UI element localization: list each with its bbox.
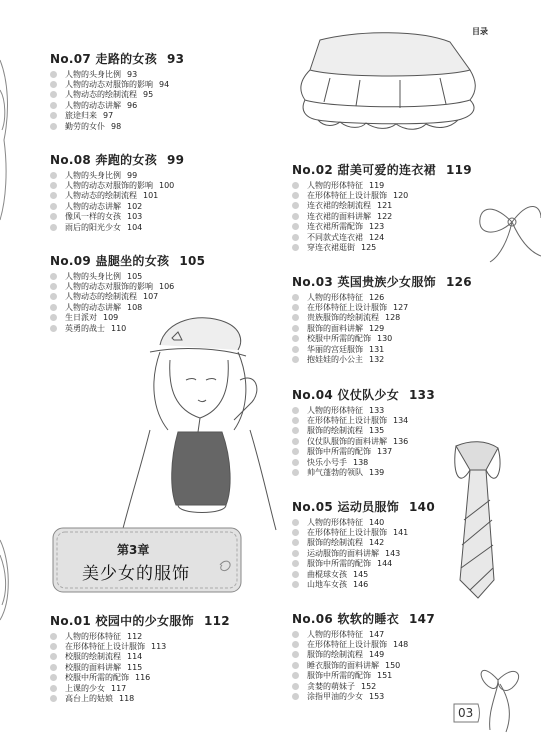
section-title: No.01 校园中的少女服饰 112 (50, 614, 230, 628)
bullet-icon (50, 314, 57, 321)
toc-entry (292, 579, 435, 589)
entry-page: 152 (361, 681, 377, 691)
entry-page: 122 (377, 211, 393, 221)
entry-page: 101 (143, 191, 159, 201)
entry-title: 人物动态的绘制流程 (65, 292, 137, 302)
bullet-icon (50, 293, 57, 300)
entry-page: 93 (127, 69, 138, 79)
entry-title: 服饰的绘制流程 (307, 426, 363, 436)
bullet-icon (292, 325, 299, 332)
bullet-icon (292, 519, 299, 526)
entry-title: 快乐小号手 (307, 457, 347, 467)
toc-entry (50, 170, 184, 180)
entry-page: 107 (143, 292, 159, 302)
bullet-icon (50, 213, 57, 220)
bullet-icon (292, 571, 299, 578)
entry-title: 在形体特征上设计服饰 (307, 416, 387, 426)
toc-entry (50, 111, 184, 121)
entry-page: 151 (377, 671, 393, 681)
toc-entry (292, 691, 435, 701)
bullet-icon (292, 693, 299, 700)
bullet-icon (50, 192, 57, 199)
entry-page: 147 (369, 629, 385, 639)
section-title: No.03 英国贵族少女服饰 126 (292, 275, 472, 289)
entry-title: 在形体特征上设计服饰 (307, 191, 387, 201)
toc-entry (292, 527, 435, 537)
toc-entry (292, 436, 435, 446)
entry-page: 133 (369, 405, 385, 415)
toc-entry (292, 559, 435, 569)
section-title: No.08 奔跑的女孩 99 (50, 153, 185, 167)
page-number: 03 (458, 706, 474, 720)
entry-page: 144 (377, 559, 393, 569)
toc-entry (50, 631, 230, 641)
toc-entry (50, 100, 184, 110)
bullet-icon (292, 244, 299, 251)
entry-title: 上课的少女 (65, 683, 105, 693)
toc-entry (50, 323, 205, 333)
entry-title: 人物的形体特征 (307, 517, 363, 527)
entry-page: 110 (111, 323, 127, 333)
toc-entry (50, 292, 205, 302)
toc-entry (50, 201, 184, 211)
bullet-icon (50, 81, 57, 88)
entry-title: 人物的动态对服饰的影响 (65, 181, 153, 191)
toc-entry (292, 323, 472, 333)
chapter-banner (52, 527, 242, 593)
entry-page: 106 (159, 282, 175, 292)
section-no02 (292, 161, 472, 253)
bullet-icon (50, 685, 57, 692)
toc-entry (292, 467, 435, 477)
entry-page: 143 (385, 548, 401, 558)
toc-entry (292, 242, 472, 252)
bullet-icon (292, 304, 299, 311)
toc-entry (50, 90, 184, 100)
bullet-icon (50, 283, 57, 290)
bullet-icon (292, 182, 299, 189)
toc-entry (50, 79, 184, 89)
entry-page: 96 (127, 100, 138, 110)
toc-entry (50, 662, 230, 672)
bullet-icon (292, 213, 299, 220)
bullet-icon (292, 539, 299, 546)
bullet-icon (50, 633, 57, 640)
toc-entry (292, 660, 435, 670)
entry-title: 贵族服饰的绘制流程 (307, 313, 379, 323)
bullet-icon (50, 695, 57, 702)
entry-title: 校服的绘制流程 (65, 652, 121, 662)
toc-entry (292, 639, 435, 649)
item-list (292, 180, 472, 253)
bullet-icon (50, 112, 57, 119)
toc-entry (292, 344, 472, 354)
entry-title: 人物的形体特征 (307, 629, 363, 639)
entry-title: 在形体特征上设计服饰 (307, 303, 387, 313)
entry-title: 在形体特征上设计服饰 (65, 642, 145, 652)
bow-illustration (480, 206, 541, 262)
toc-entry (292, 180, 472, 190)
item-list (50, 631, 230, 704)
bullet-icon (292, 417, 299, 424)
toc-entry (50, 121, 184, 131)
entry-page: 112 (127, 631, 143, 641)
entry-page: 153 (369, 692, 385, 702)
entry-page: 115 (127, 662, 143, 672)
entry-title: 帅气蓬勃的领队 (307, 468, 363, 478)
entry-title: 连衣裙的面料讲解 (307, 211, 371, 221)
bullet-icon (50, 172, 57, 179)
toc-entry (292, 681, 435, 691)
item-list (292, 405, 435, 478)
entry-title: 抱娃娃的小公主 (307, 355, 363, 365)
entry-title: 校服中所需的配饰 (307, 334, 371, 344)
item-list (292, 629, 435, 702)
toc-entry (292, 517, 435, 527)
bullet-icon (292, 202, 299, 209)
entry-page: 125 (361, 243, 377, 253)
toc-entry (292, 211, 472, 221)
entry-page: 141 (393, 528, 409, 538)
section-no03 (292, 273, 472, 365)
entry-page: 123 (369, 222, 385, 232)
item-list (50, 170, 184, 232)
entry-page: 146 (353, 580, 369, 590)
entry-title: 人物的头身比例 (65, 170, 121, 180)
entry-page: 121 (377, 201, 393, 211)
entry-page: 126 (369, 292, 385, 302)
entry-title: 曲棍球女孩 (307, 569, 347, 579)
toc-entry (292, 629, 435, 639)
section-no04 (292, 386, 435, 478)
toc-entry (50, 180, 184, 190)
entry-title: 服饰的面料讲解 (307, 323, 363, 333)
entry-page: 114 (127, 652, 143, 662)
toc-entry (292, 405, 435, 415)
section-title: No.05 运动员服饰 140 (292, 500, 435, 514)
entry-title: 仪仗队服饰的面料讲解 (307, 436, 387, 446)
bullet-icon (292, 459, 299, 466)
toc-entry (292, 548, 435, 558)
bullet-icon (292, 672, 299, 679)
toc-entry (292, 671, 435, 681)
entry-page: 109 (103, 313, 119, 323)
entry-title: 人物的动态讲解 (65, 302, 121, 312)
toc-entry (292, 447, 435, 457)
entry-title: 连衣裙所需配饰 (307, 222, 363, 232)
entry-title: 生日派对 (65, 313, 97, 323)
toc-entry (292, 354, 472, 364)
item-list (292, 292, 472, 365)
entry-page: 108 (127, 302, 143, 312)
bullet-icon (292, 469, 299, 476)
entry-title: 人物的动态对服饰的影响 (65, 80, 153, 90)
entry-page: 99 (127, 170, 138, 180)
bullet-icon (292, 346, 299, 353)
entry-title: 校服的面料讲解 (65, 662, 121, 672)
entry-page: 128 (385, 313, 401, 323)
toc-entry (292, 190, 472, 200)
bullet-icon (292, 335, 299, 342)
entry-title: 贪婪的萌妹子 (307, 681, 355, 691)
bullet-icon (292, 234, 299, 241)
bullet-icon (292, 560, 299, 567)
entry-title: 人物的头身比例 (65, 271, 121, 281)
skirt-illustration (301, 33, 475, 130)
bullet-icon (50, 203, 57, 210)
entry-title: 人物的动态讲解 (65, 100, 121, 110)
bullet-icon (292, 683, 299, 690)
toc-entry (50, 212, 184, 222)
entry-title: 华丽的宫廷服饰 (307, 344, 363, 354)
entry-title: 在形体特征上设计服饰 (307, 640, 387, 650)
section-no01 (50, 612, 230, 704)
entry-page: 138 (353, 457, 369, 467)
bullet-icon (50, 325, 57, 332)
toc-entry (50, 673, 230, 683)
entry-page: 139 (369, 468, 385, 478)
bullet-icon (292, 223, 299, 230)
bullet-icon (292, 550, 299, 557)
bullet-icon (50, 643, 57, 650)
section-no06 (292, 610, 435, 702)
toc-entry (50, 302, 205, 312)
toc-entry (292, 302, 472, 312)
bullet-icon (50, 102, 57, 109)
entry-title: 像风一样的女孩 (65, 212, 121, 222)
bullet-icon (292, 662, 299, 669)
entry-page: 118 (119, 694, 135, 704)
entry-title: 穿连衣裙逛街 (307, 243, 355, 253)
entry-title: 人物的形体特征 (307, 405, 363, 415)
entry-title: 在形体特征上设计服饰 (307, 528, 387, 538)
bullet-icon (292, 294, 299, 301)
entry-page: 104 (127, 222, 143, 232)
entry-title: 人物的动态对服饰的影响 (65, 282, 153, 292)
toc-entry (292, 569, 435, 579)
entry-page: 97 (103, 111, 114, 121)
entry-title: 不同款式连衣裙 (307, 232, 363, 242)
item-list (50, 69, 184, 131)
toc-label: 目录 (472, 27, 488, 36)
section-no07 (50, 50, 184, 131)
entry-page: 103 (127, 212, 143, 222)
bullet-icon (50, 273, 57, 280)
bullet-icon (50, 653, 57, 660)
girl-illustration (120, 318, 276, 540)
entry-title: 睡衣服饰的面料讲解 (307, 660, 379, 670)
bullet-icon (50, 224, 57, 231)
section-title: No.04 仪仗队少女 133 (292, 388, 435, 402)
section-no09 (50, 252, 205, 333)
bullet-icon (292, 448, 299, 455)
entry-page: 105 (127, 271, 143, 281)
bullet-icon (292, 407, 299, 414)
toc-entry (292, 232, 472, 242)
toc-entry (292, 415, 435, 425)
chapter-title: 美少女的服饰 (82, 564, 190, 584)
toc-entry (50, 313, 205, 323)
toc-entry (292, 334, 472, 344)
entry-page: 134 (393, 416, 409, 426)
entry-title: 服饰的绘制流程 (307, 538, 363, 548)
entry-title: 人物的形体特征 (307, 292, 363, 302)
ribbon-illustration (481, 670, 518, 732)
toc-entry (50, 683, 230, 693)
entry-title: 校服中所需的配饰 (65, 673, 129, 683)
entry-page: 136 (393, 436, 409, 446)
entry-page: 100 (159, 181, 175, 191)
entry-page: 132 (369, 355, 385, 365)
toc-entry (50, 281, 205, 291)
entry-page: 113 (151, 642, 167, 652)
bullet-icon (292, 314, 299, 321)
toc-entry (50, 693, 230, 703)
toc-entry (292, 426, 435, 436)
entry-title: 人物的动态讲解 (65, 201, 121, 211)
bullet-icon (50, 304, 57, 311)
entry-page: 120 (393, 191, 409, 201)
bullet-icon (292, 631, 299, 638)
entry-page: 131 (369, 344, 385, 354)
toc-entry (292, 313, 472, 323)
toc-entry (50, 69, 184, 79)
bullet-icon (292, 438, 299, 445)
bullet-icon (50, 71, 57, 78)
entry-page: 127 (393, 303, 409, 313)
item-list (292, 517, 435, 590)
entry-title: 人物的头身比例 (65, 69, 121, 79)
section-no08 (50, 151, 184, 232)
bullet-icon (50, 91, 57, 98)
bullet-icon (292, 427, 299, 434)
bullet-icon (292, 641, 299, 648)
toc-entry (50, 222, 184, 232)
toc-entry (292, 457, 435, 467)
item-list (50, 271, 205, 333)
entry-title: 人物的形体特征 (65, 631, 121, 641)
toc-entry (292, 292, 472, 302)
entry-title: 涂指甲油的少女 (307, 692, 363, 702)
toc-entry (292, 222, 472, 232)
section-title: No.06 软软的睡衣 147 (292, 612, 435, 626)
chapter-number: 第3章 (117, 543, 150, 557)
entry-page: 129 (369, 323, 385, 333)
bullet-icon (50, 664, 57, 671)
entry-title: 连衣裙的绘制流程 (307, 201, 371, 211)
entry-title: 英勇的战士 (65, 323, 105, 333)
entry-page: 137 (377, 447, 393, 457)
entry-title: 服饰中所需的配饰 (307, 447, 371, 457)
toc-entry (292, 538, 435, 548)
bullet-icon (292, 651, 299, 658)
section-title: No.09 蛊腿坐的女孩 105 (50, 254, 206, 268)
entry-title: 人物动态的绘制流程 (65, 191, 137, 201)
section-no05 (292, 498, 435, 590)
entry-title: 人物的形体特征 (307, 180, 363, 190)
entry-title: 服饰的绘制流程 (307, 650, 363, 660)
entry-page: 116 (135, 673, 151, 683)
entry-title: 服饰中所需的配饰 (307, 671, 371, 681)
entry-page: 130 (377, 334, 393, 344)
left-edge-sketch (0, 60, 8, 620)
toc-entry (292, 650, 435, 660)
toc-entry (292, 201, 472, 211)
entry-page: 119 (369, 180, 385, 190)
entry-title: 山地车女孩 (307, 580, 347, 590)
section-title: No.07 走路的女孩 93 (50, 52, 185, 66)
toc-entry (50, 191, 184, 201)
entry-page: 94 (159, 80, 170, 90)
entry-page: 98 (111, 121, 122, 131)
entry-page: 135 (369, 426, 385, 436)
entry-page: 124 (369, 232, 385, 242)
entry-title: 雨后的阳光少女 (65, 222, 121, 232)
bullet-icon (292, 192, 299, 199)
section-title: No.02 甜美可爱的连衣裙 119 (292, 163, 472, 177)
bullet-icon (50, 674, 57, 681)
entry-title: 运动服饰的面料讲解 (307, 548, 379, 558)
entry-page: 145 (353, 569, 369, 579)
toc-entry (50, 641, 230, 651)
entry-page: 117 (111, 683, 127, 693)
bullet-icon (50, 123, 57, 130)
bullet-icon (50, 182, 57, 189)
entry-title: 旅途归来 (65, 111, 97, 121)
bullet-icon (292, 581, 299, 588)
entry-title: 高台上的姑娘 (65, 694, 113, 704)
entry-page: 95 (143, 90, 154, 100)
bullet-icon (292, 356, 299, 363)
toc-entry (50, 271, 205, 281)
entry-title: 服饰中所需的配饰 (307, 559, 371, 569)
entry-title: 人物动态的绘制流程 (65, 90, 137, 100)
entry-page: 140 (369, 517, 385, 527)
toc-entry (50, 652, 230, 662)
bullet-icon (292, 529, 299, 536)
entry-page: 148 (393, 640, 409, 650)
tie-illustration (455, 442, 500, 598)
entry-page: 149 (369, 650, 385, 660)
entry-page: 142 (369, 538, 385, 548)
entry-page: 102 (127, 201, 143, 211)
entry-page: 150 (385, 660, 401, 670)
entry-title: 勤劳的女仆 (65, 121, 105, 131)
